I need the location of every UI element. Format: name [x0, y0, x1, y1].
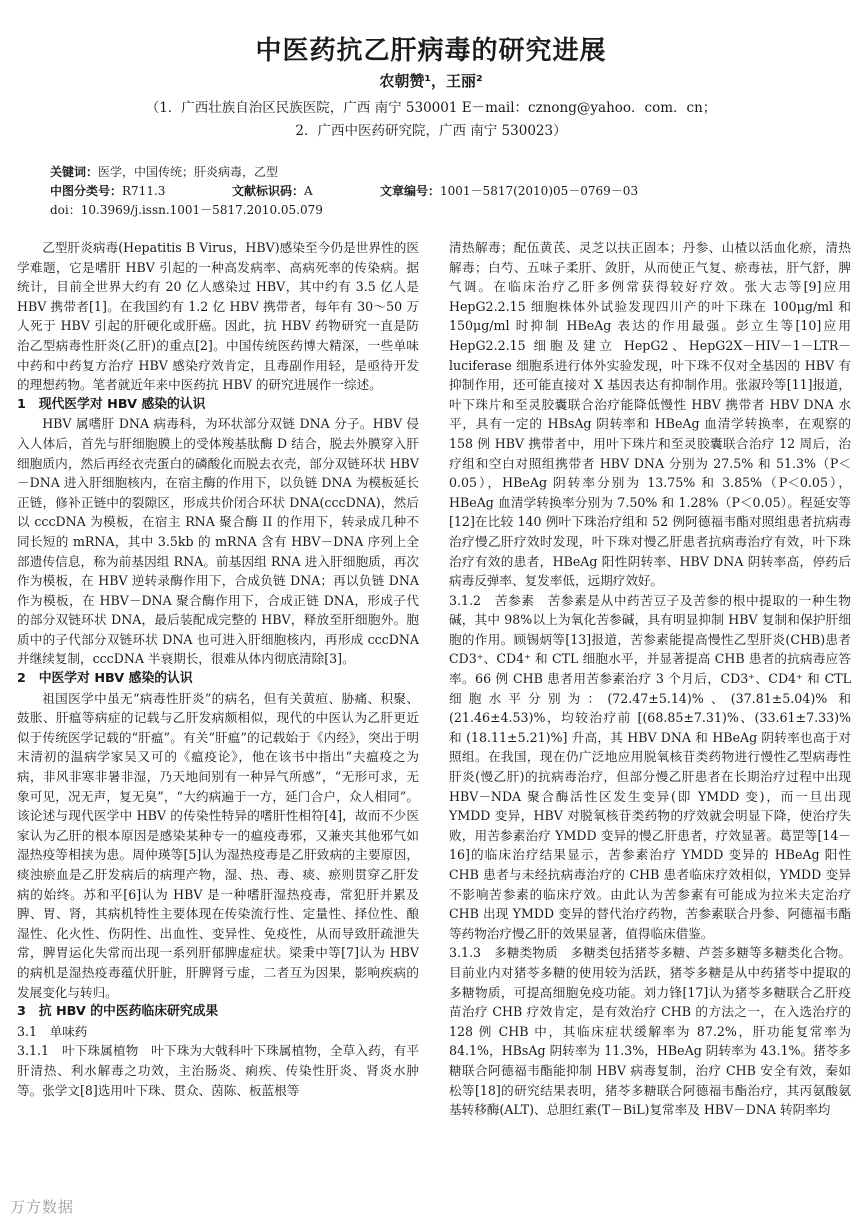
affiliation-line-1: （1．广西壮族自治区民族医院，广西 南宁 530001 E－mail：cznong@yahoo．com．cn；: [145, 100, 717, 116]
section-2-paragraph: 祖国医学中虽无“病毒性肝炎”的病名，但有关黄疸、胁痛、积聚、鼓胀、肝瘟等病症的记载与乙肝发病颇相似，现代的中医认为乙肝更近似于传统医学记载的“肝瘟”。有关“肝瘟”的记载始于《内经》，突出于明末清初的温病学家吴又可的《瘟疫论》，他在该书中指出“夫瘟疫之为病，非风非寒非暑非湿，乃天地间别有一种异气所感”，“无形可求，无象可见，况无声，复无臭”，“大约病遍于一方，延门合户，众人相同”。该论述与现代医学中 HBV 的传染性特异的嗜肝性相符[4]，故而不少医家认为乙肝的根本原因是感染某种专一的瘟疫毒邪，又兼夹其他邪气如湿热疫等相挟为患。周仲瑛等[5]认为湿热疫毒是乙肝致病的主要原因，痰浊瘀血是乙肝发病后的病理产物，湿、热、毒、痰、瘀则贯穿乙肝发病的始终。苏和平[6]认为 HBV 是一种嗜肝湿热疫毒，常犯肝并累及脾、胃、肾，其病机特性主要体现在传染流行性、定量性、择位性、酿湿性、化火性、伤阴性、出血性、变异性、免疫性，从而导致肝疏泄失常，脾胃运化失常而出现一系列肝郁脾虚症状。梁秉中等[7]认为 HBV 的病机是湿热疫毒蕴伏肝脏，肝脾肾亏虚，二者互为因果，影响疾病的发展变化与转归。: [17, 690, 419, 1000]
right-column: [449, 238, 851, 1214]
section-3-1-2-paragraph: [449, 591, 851, 944]
section-3-1-3-number: 3.1.3: [449, 945, 482, 961]
section-3-1-2-text: 苦参素是从中药苦豆子及苦参的根中提取的一种生物碱，其中 98%以上为氧化苦参碱，具有明显抑制 HBV 复制和保护肝细胞的作用。顾锡炳等[13]报道，苦参素能提高慢性乙型肝炎(CHB)患者 CD3⁺、CD4⁺ 和 CTL 细胞水平，并显著提高 CHB 患者的抗病毒应答率。66 例 CHB 患者用苦参素治疗 3 个月后，CD3⁺、CD4⁺ 和 CTL 细胞水平分别为：(72.47±5.14)%、(37.81±5.04)% 和 (21.46±4.53)%，均较治疗前 [(68.85±7.31)%、(33.61±7.33)% 和 (18.11±5.21)%] 升高，其 HBV DNA 和 HBeAg 阴转率也高于对照组。在我国，现在仍广泛地应用脱氧核苷类药物进行慢性乙型病毒性肝炎(慢乙肝)的抗病毒治疗，但部分慢乙肝患者在长期治疗过程中出现 HBV－NDA 聚合酶活性区发生变异(即 YMDD 变)，而一旦出现 YMDD 变异，HBV 对脱氧核苷类药物的疗效就会明显下降，使治疗失败，用苦参素治疗 YMDD 变异的慢乙肝患者，疗效显著。葛罡等[14－16]的临床治疗结果显示，苦参素治疗 YMDD 变异的 HBeAg 阳性 CHB 患者与未经抗病毒治疗的 CHB 患者临床疗效相似，YMDD 变异不影响苦参素的临床疗效。由此认为苦参素有可能成为拉米夫定治疗 CHB 出现 YMDD 变异的替代治疗药物，苦参素联合丹参、阿德福韦酯等药物治疗慢乙肝的效果显著，值得临床借鉴。: [449, 592, 851, 941]
section-3-1-3-title: 多糖类物质: [493, 945, 558, 961]
keywords-row: [50, 163, 278, 180]
section-1-heading: 1 现代医学对 HBV 感染的认识: [17, 396, 206, 412]
watermark: 万方数据: [10, 1198, 75, 1216]
keywords-label: 关键词：: [50, 165, 99, 179]
section-3-1-1-text: 叶下珠为大戟科叶下珠属植物，全草入药，有平肝清热、利水解毒之功效，主治肠炎、痢疾、传染性肝炎、肾炎水肿等。张学文[8]选用叶下珠、贯众、茵陈、板蓝根等: [17, 1043, 419, 1098]
article-authors: 农朝赞¹，王丽²: [379, 72, 483, 90]
section-3-1-1-number: 3.1.1: [17, 1043, 50, 1059]
affiliation-line-2: 2．广西中医药研究院，广西 南宁 530023）: [295, 123, 567, 139]
section-3-1-1-title: 叶下珠属植物: [61, 1043, 139, 1059]
doi: doi：10.3969/j.issn.1001－5817.2010.05.079: [50, 203, 323, 217]
right-continued-paragraph: 清热解毒；配伍黄芪、灵芝以扶正固本；丹参、山楂以活血化瘀，清热解毒；白芍、五味子柔肝、敛肝，从而使正气复、瘀毒祛，肝气舒，脾气调。在临床治疗乙肝多例常获得较好疗效。张大志等[9]应用 HepG2.2.15 细胞株体外试验发现四川产的叶下珠在 100μg/ml 和 150μg/ml 时抑制 HBeAg 表达的作用最强。彭立生等[10]应用 HepG2.2.15 细胞及建立 HepG2、HepG2X－HIV－1－LTR－luciferase 细胞系进行体外实验发现，叶下珠不仅对全基因的 HBV 有抑制作用，还可能直接对 X 基因表达有抑制作用。张淑玲等[11]报道，叶下珠片和至灵胶囊联合治疗能降低慢性 HBV 携带者 HBV DNA 水平，具有一定的 HBsAg 阴转率和 HBeAg 血清学转换率，在观察的 158 例 HBV 携带者中，用叶下珠片和至灵胶囊联合治疗 12 周后，治疗组和空白对照组携带者 HBV DNA 分别为 27.5% 和 51.3%（P＜0.05），HBeAg 阴转率分别为 13.75% 和 3.85%（P＜0.05），HBeAg 血清学转换率分别为 7.50% 和 1.28%（P＜0.05）。程延安等[12]在比较 140 例叶下珠治疗组和 52 例阿德福韦酯对照组患者抗病毒治疗慢乙肝疗效时发现，叶下珠对慢乙肝患者抗病毒治疗有效，叶下珠治疗有效的患者，HBeAg 阳性阴转率、HBV DNA 阴转率高，停药后病毒反弹率、复发率低，远期疗效好。: [449, 240, 851, 589]
keywords-value: 医学，中国传统；肝炎病毒，乙型: [98, 165, 279, 179]
section-1-paragraph: HBV 属嗜肝 DNA 病毒科，为环状部分双链 DNA 分子。HBV 侵入人体后，首先与肝细胞膜上的受体羧基肽酶 D 结合，脱去外膜穿入肝细胞质内，然后再经衣壳蛋白的磷酸化而脱去衣壳，部分双链环状 HBV－DNA 进入肝细胞核内，在宿主酶的作用下，以负链 DNA 为模板延长正链，修补正链中的裂隙区，形成共价闭合环状 DNA(cccDNA)，然后以 cccDNA 为模板，在宿主 RNA 聚合酶 II 的作用下，转录成几种不同长短的 mRNA，其中 3.5kb 的 mRNA 含有 HBV－DNA 序列上全部遗传信息，称为前基因组 RNA。前基因组 RNA 进入肝细胞质，再次作为模板，在 HBV 逆转录酶作用下，合成负链 DNA；再以负链 DNA 作为模板，在 HBV－DNA 聚合酶作用下，合成正链 DNA，形成子代的部分双链环状 DNA，最后装配成完整的 HBV，释放至肝细胞外。胞质中的子代部分双链环状 DNA 也可进入肝细胞核内，再形成 cccDNA 并继续复制，cccDNA 半衰期长，很难从体内彻底清除[3]。: [17, 416, 419, 667]
intro-paragraph: 乙型肝炎病毒(Hepatitis B Virus，HBV)感染至今仍是世界性的医学难题，它是嗜肝 HBV 引起的一种高发病率、高病死率的传染病。据统计，目前全世界大约有 20 亿人感染过 HBV，其中约有 3.5 亿人是 HBV 携带者[1]。在我国约有 1.2 亿 HBV 携带者，每年有 30～50 万人死于 HBV 引起的肝硬化或肝癌。因此，抗 HBV 药物研究一直是防治乙型病毒性肝炎(乙肝)的重点[2]。中国传统医药博大精深，一些单味中药和中药复方治疗 HBV 感染疗效肯定，且毒副作用轻，是亟待开发的理想药物。笔者就近年来中医药抗 HBV 的研究进展作一综述。: [17, 240, 419, 393]
clc-label: 中图分类号：: [50, 184, 123, 198]
section-3-1-2-number: 3.1.2: [449, 592, 482, 608]
section-3-1-2-title: 苦参素: [494, 592, 535, 608]
article-title: 中医药抗乙肝病毒的研究进展: [255, 36, 607, 66]
doc-code-value: A: [304, 184, 313, 198]
doc-code-row: [232, 182, 313, 199]
section-2-heading: 2 中医学对 HBV 感染的认识: [17, 671, 193, 687]
article-number-row: [380, 182, 638, 199]
section-3-heading: 3 抗 HBV 的中医药临床研究成果: [17, 1004, 219, 1020]
article-number-value: 1001－5817(2010)05－0769－03: [440, 184, 639, 198]
section-3-1-3-paragraph: [449, 943, 851, 1119]
left-column: [17, 238, 419, 1214]
section-3-1-3-text: 多糖类包括猪苓多糖、芦荟多糖等多糖类化合物。目前业内对猪苓多糖的使用较为活跃，猪苓多糖是从中药猪苓中提取的多糖物质，可提高细胞免疫功能。刘力锋[17]认为猪苓多糖联合乙肝疫苗治疗 CHB 疗效肯定，是有效治疗 CHB 的方法之一，在入选治疗的 128 例 CHB 中，其临床症状缓解率为 87.2%，肝功能复常率为 84.1%，HBsAg 阴转率为 11.3%，HBeAg 阴转率为 43.1%。猪苓多糖联合阿德福韦酯能抑制 HBV 病毒复制，治疗 CHB 安全有效，秦如松等[18]的研究结果表明，猪苓多糖联合阿德福韦酯治疗，其丙氨酸氨基转移酶(ALT)、总胆红素(T－BiL)复常率及 HBV－DNA 转阴率均: [449, 945, 851, 1118]
article-number-label: 文章编号：: [380, 184, 441, 198]
doc-code-label: 文献标识码：: [232, 184, 305, 198]
clc-value: R711.3: [122, 184, 166, 198]
section-3-1-heading: 3.1 单味药: [17, 1023, 88, 1039]
clc-row: [50, 182, 165, 199]
section-3-1-1-paragraph: [17, 1041, 419, 1100]
